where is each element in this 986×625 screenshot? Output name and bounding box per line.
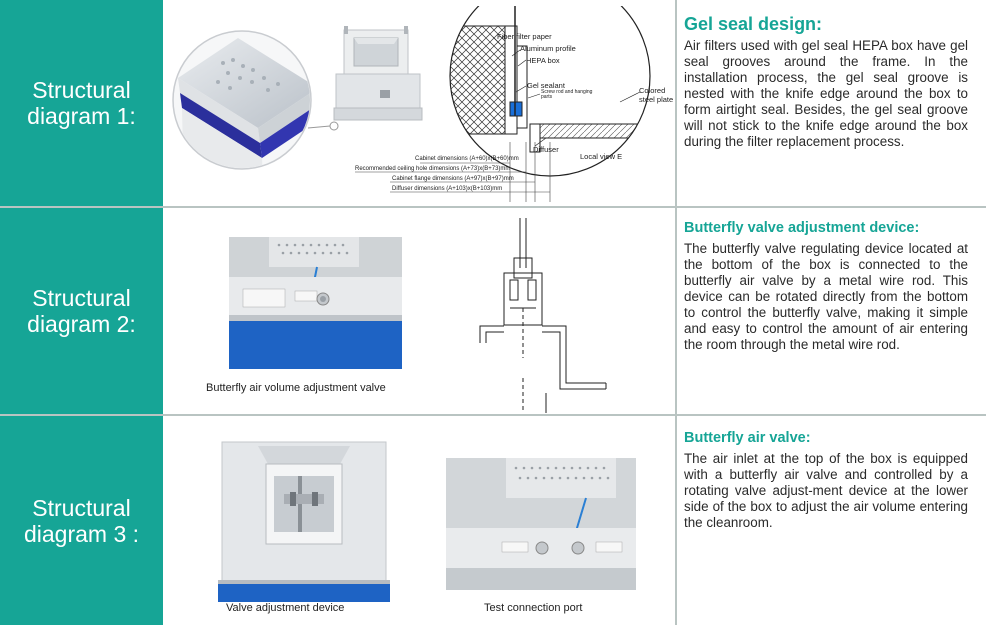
label-hepa-box: HEPA box <box>526 56 560 65</box>
photo-caption: Butterfly air volume adjustment valve <box>206 382 386 394</box>
label-fiber-filter-paper: Fiber filter paper <box>497 32 552 41</box>
label-gel-sealant: Gel sealant <box>527 81 565 90</box>
label-local-view: Local view E <box>580 152 623 161</box>
label-diffuser: Diffuser <box>533 145 559 154</box>
section-label: Structural diagram 3 : <box>0 416 163 625</box>
section-label: Structural diagram 2: <box>0 208 163 414</box>
section-structural-diagram-3 <box>0 416 986 625</box>
section-label: Structural diagram 1: <box>0 0 163 206</box>
photo-caption-left: Valve adjustment device <box>226 602 345 614</box>
valve-device-line-drawing <box>470 218 610 413</box>
label-colored-steel-plate: Colored steel plate <box>639 86 674 104</box>
label-aluminum-profile: Aluminum profile <box>520 44 576 53</box>
label-dim-cabinet: Cabinet dimensions (A+60)x(B+60)mm <box>415 156 519 162</box>
section-body: Air filters used with gel seal HEPA box have gel seal grooves around the frame. In the installation process, the gel seal groove is nested with the knife edge around the box to form airtight seal. Besides, the gel seal groove will not stick to the knife edge around the box during the filter replacement process. <box>684 38 968 149</box>
test-connection-port-photo <box>446 458 636 590</box>
label-screw-rod: Screw rod and hanging parts <box>541 89 593 100</box>
label-dim-ceiling: Recommended ceiling hole dimensions (A+73)x(B+73)mm <box>355 166 511 172</box>
section-structural-diagram-1 <box>0 0 986 208</box>
photo-caption-right: Test connection port <box>484 602 583 614</box>
section-structural-diagram-2 <box>0 208 986 416</box>
column-divider <box>675 0 677 206</box>
butterfly-valve-photo <box>229 237 402 369</box>
label-dim-diffuser: Diffuser dimensions (A+103)x(B+103)mm <box>392 186 503 192</box>
section-title: Butterfly air valve: <box>684 430 811 446</box>
section-body: The air inlet at the top of the box is equipped with a butterfly air valve and controlled by a rotating valve adjust-ment device at the lower side of the box to adjust the air volume entering the cleanroom. <box>684 451 968 530</box>
column-divider <box>675 208 677 414</box>
label-dim-flange: Cabinet flange dimensions (A+97)x(B+97)mm <box>392 176 514 182</box>
valve-adjustment-device-photo <box>218 436 390 602</box>
section-body: The butterfly valve regulating device located at the bottom of the box is connected to the butterfly air valve by a metal wire rod. This device can be rotated directly from the bottom to control the butterfly valve, making it simple and easy to control the amount of air entering the room through the metal wire rod. <box>684 241 968 352</box>
column-divider <box>675 416 677 625</box>
section-title: Butterfly valve adjustment device: <box>684 220 920 236</box>
section-title: Gel seal design: <box>684 14 823 34</box>
